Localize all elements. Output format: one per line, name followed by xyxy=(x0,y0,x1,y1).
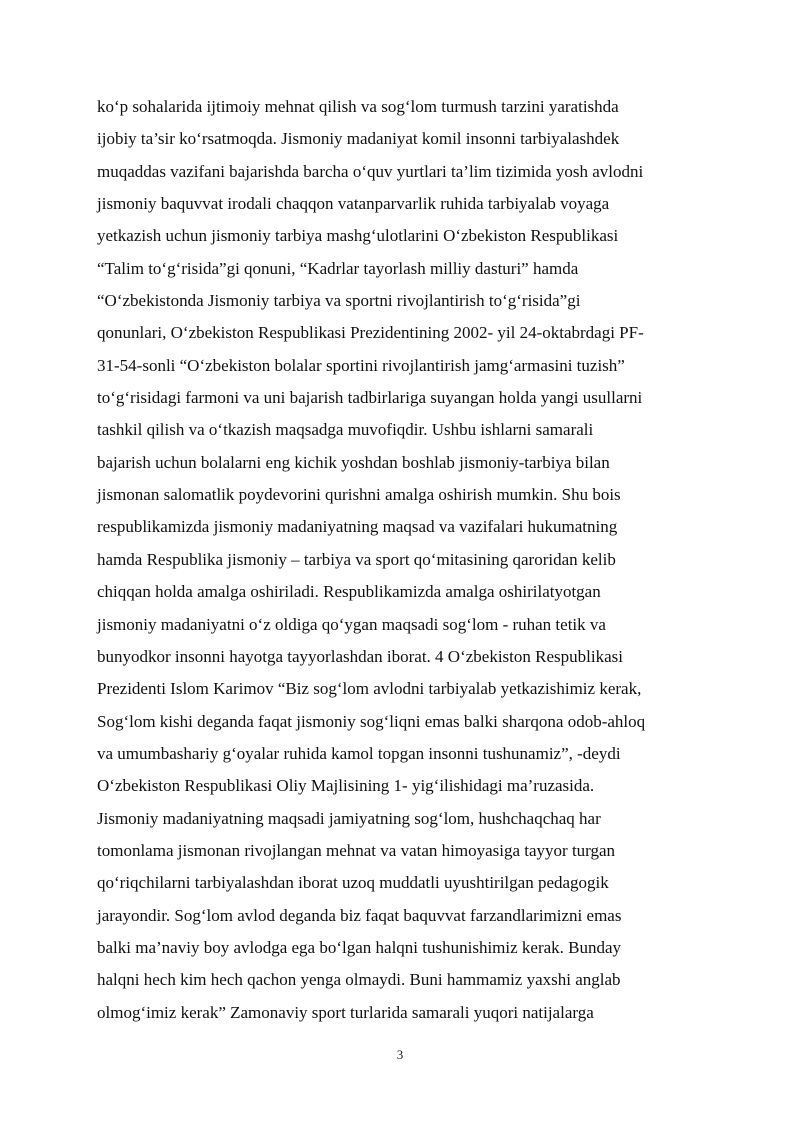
text-line: tashkil qilish va o‘tkazish maqsadga muvofiqdir. Ushbu ishlarni samarali xyxy=(97,420,594,440)
text-line: jismoniy baquvvat irodali chaqqon vatanparvarlik ruhida tarbiyalab voyaga xyxy=(97,194,610,214)
text-line: bajarish uchun bolalarni eng kichik yoshdan boshlab jismoniy-tarbiya bilan xyxy=(97,452,610,472)
text-line: Prezidenti Islom Karimov “Biz sog‘lom avlodni tarbiyalab yetkazishimiz kerak, xyxy=(97,679,642,699)
text-line: Jismoniy madaniyatning maqsadi jamiyatning sog‘lom, hushchaqchaq har xyxy=(97,808,601,828)
text-line: 31-54-sonli “O‘zbekiston bolalar sportini rivojlantirish jamg‘armasini tuzish” xyxy=(97,355,625,375)
text-line: tomonlama jismonan rivojlangan mehnat va vatan himoyasiga tayyor turgan xyxy=(97,840,616,860)
text-line: yetkazish uchun jismoniy tarbiya mashg‘ulotlarini O‘zbekiston Respublikasi xyxy=(97,226,619,246)
text-line: jismoniy madaniyatni o‘z oldiga qo‘ygan maqsadi sog‘lom - ruhan tetik va xyxy=(97,614,606,634)
text-line: “Talim to‘g‘risida”gi qonuni, “Kadrlar tayorlash milliy dasturi” hamda xyxy=(97,258,579,278)
text-line: ko‘p sohalarida ijtimoiy mehnat qilish va sog‘lom turmush tarzini yaratishda xyxy=(97,97,619,116)
text-line: O‘zbekiston Respublikasi Oliy Majlisining 1- yig‘ilishidagi ma’ruzasida. xyxy=(97,776,595,796)
text-line: to‘g‘risidagi farmoni va uni bajarish tadbirlariga suyangan holda yangi usullarni xyxy=(97,388,643,408)
text-line: hamda Respublika jismoniy – tarbiya va sport qo‘mitasining qaroridan kelib xyxy=(97,549,616,569)
text-line: halqni hech kim hech qachon yenga olmaydi. Buni hammamiz yaxshi anglab xyxy=(97,970,621,990)
text-line: qonunlari, O‘zbekiston Respublikasi Prezidentining 2002- yil 24-oktabrdagi PF- xyxy=(97,323,644,343)
text-line: respublikamizda jismoniy madaniyatning maqsad va vazifalari hukumatning xyxy=(97,517,618,537)
page-number: 3 xyxy=(396,1047,404,1062)
text-line: ijobiy ta’sir ko‘rsatmoqda. Jismoniy madaniyat komil insonni tarbiyalashdek xyxy=(97,129,620,149)
body-text xyxy=(97,91,737,1029)
text-line: jismonan salomatlik poydevorini qurishni amalga oshirish mumkin. Shu bois xyxy=(97,485,621,505)
text-line: bunyodkor insonni hayotga tayyorlashdan iborat. 4 O‘zbekiston Respublikasi xyxy=(97,646,623,666)
text-line: va umumbashariy g‘oyalar ruhida kamol topgan insonni tushunamiz”, -deydi xyxy=(97,743,621,763)
text-line: chiqqan holda amalga oshiriladi. Respublikamizda amalga oshirilatyotgan xyxy=(97,582,601,602)
text-line: “O‘zbekistonda Jismoniy tarbiya va sportni rivojlantirish to‘g‘risida”gi xyxy=(97,291,581,311)
text-line: olmog‘imiz kerak” Zamonaviy sport turlarida samarali yuqori natijalarga xyxy=(97,1002,594,1022)
text-line: Sog‘lom kishi deganda faqat jismoniy sog‘liqni emas balki sharqona odob-ahloq xyxy=(97,711,646,731)
text-line: muqaddas vazifani bajarishda barcha o‘quv yurtlari ta’lim tizimida yosh avlodni xyxy=(97,161,644,181)
text-line: qo‘riqchilarni tarbiyalashdan iborat uzoq muddatli uyushtirilgan pedagogik xyxy=(97,873,609,893)
text-line: balki ma’naviy boy avlodga ega bo‘lgan halqni tushunishimiz kerak. Bunday xyxy=(97,937,622,957)
text-line: jarayondir. Sog‘lom avlod deganda biz faqat baquvvat farzandlarimizni emas xyxy=(97,905,622,925)
